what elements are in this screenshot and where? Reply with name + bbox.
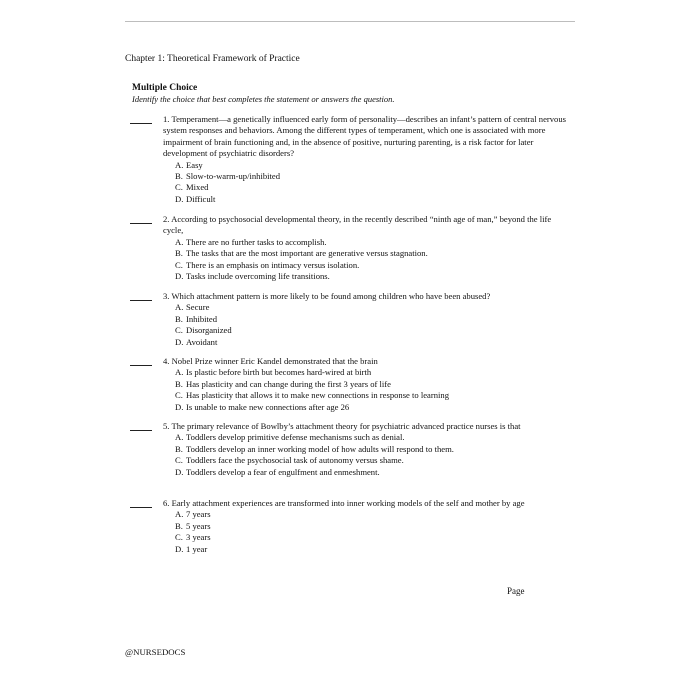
option-c[interactable]: C. Has plasticity that allows it to make new connections in response to learning <box>175 390 450 401</box>
option-a[interactable]: A. There are no further tasks to accomplish. <box>175 236 327 247</box>
answer-blank[interactable] <box>130 421 152 431</box>
option-b[interactable]: B. Toddlers develop an inner working model of how adults will respond to them. <box>175 443 454 454</box>
question-stem: 1. Temperament—a genetically influenced early form of personality—describes an infant’s pattern of central nervous system responses and behaviors. Among the different types of temperament, which one is associated with more impairment of brain functioning and, in the absence of positive, nurturing parenting, is a risk factor for later development of psychiatric disorders? <box>163 114 566 159</box>
question-stem: 5. The primary relevance of Bowlby’s attachment theory for psychiatric advanced practice nurses is that <box>163 421 521 431</box>
answer-blank[interactable] <box>130 291 152 301</box>
question-6 <box>130 498 580 564</box>
top-divider <box>125 21 575 22</box>
option-a[interactable]: A. Secure <box>175 302 210 313</box>
question-1 <box>130 114 580 214</box>
footer-watermark: @NURSEDOCS <box>125 647 186 657</box>
option-b[interactable]: B. 5 years <box>175 520 211 531</box>
option-d[interactable]: D. Toddlers develop a fear of engulfment and enmeshment. <box>175 466 380 477</box>
option-list <box>175 367 580 413</box>
option-b[interactable]: B. Slow-to-warm-up/inhibited <box>175 171 281 182</box>
option-d[interactable]: D. 1 year <box>175 543 208 554</box>
option-c[interactable]: C. Mixed <box>175 182 209 193</box>
question-stem: 3. Which attachment pattern is more likely to be found among children who have been abused? <box>163 291 491 301</box>
section-title: Multiple Choice <box>132 83 198 93</box>
option-a[interactable]: A. Easy <box>175 159 203 170</box>
section-instructions: Identify the choice that best completes the statement or answers the question. <box>132 94 395 104</box>
option-c[interactable]: C. Toddlers face the psychosocial task of autonomy versus shame. <box>175 455 404 466</box>
option-list <box>175 237 580 283</box>
question-stem: 4. Nobel Prize winner Eric Kandel demonstrated that the brain <box>163 356 378 366</box>
question-stem: 2. According to psychosocial developmental theory, in the recently described “ninth age of man,” beyond the life cycle, <box>163 214 552 236</box>
option-c[interactable]: C. There is an emphasis on intimacy versus isolation. <box>175 259 360 270</box>
option-list <box>175 432 580 478</box>
answer-blank[interactable] <box>130 114 152 124</box>
option-c[interactable]: C. 3 years <box>175 532 211 543</box>
chapter-title: Chapter 1: Theoretical Framework of Practice <box>125 54 300 64</box>
option-list <box>175 302 580 348</box>
question-3 <box>130 291 580 357</box>
option-d[interactable]: D. Is unable to make new connections after age 26 <box>175 401 350 412</box>
question-2 <box>130 214 580 291</box>
option-list <box>175 509 580 555</box>
option-a[interactable]: A. 7 years <box>175 509 211 520</box>
option-a[interactable]: A. Is plastic before birth but becomes hard-wired at birth <box>175 367 372 378</box>
question-stem: 6. Early attachment experiences are transformed into inner working models of the self and mother by age <box>163 498 525 508</box>
page-label: Page <box>507 586 525 596</box>
option-d[interactable]: D. Tasks include overcoming life transitions. <box>175 271 330 282</box>
option-b[interactable]: B. Inhibited <box>175 313 218 324</box>
option-b[interactable]: B. The tasks that are the most important are generative versus stagnation. <box>175 248 428 259</box>
option-d[interactable]: D. Difficult <box>175 193 216 204</box>
option-c[interactable]: C. Disorganized <box>175 325 232 336</box>
option-list <box>175 160 580 206</box>
answer-blank[interactable] <box>130 214 152 224</box>
question-4 <box>130 356 580 422</box>
answer-blank[interactable] <box>130 356 152 366</box>
answer-blank[interactable] <box>130 498 152 508</box>
question-5 <box>130 421 580 487</box>
option-a[interactable]: A. Toddlers develop primitive defense mechanisms such as denial. <box>175 432 405 443</box>
option-b[interactable]: B. Has plasticity and can change during the first 3 years of life <box>175 378 391 389</box>
option-d[interactable]: D. Avoidant <box>175 336 218 347</box>
